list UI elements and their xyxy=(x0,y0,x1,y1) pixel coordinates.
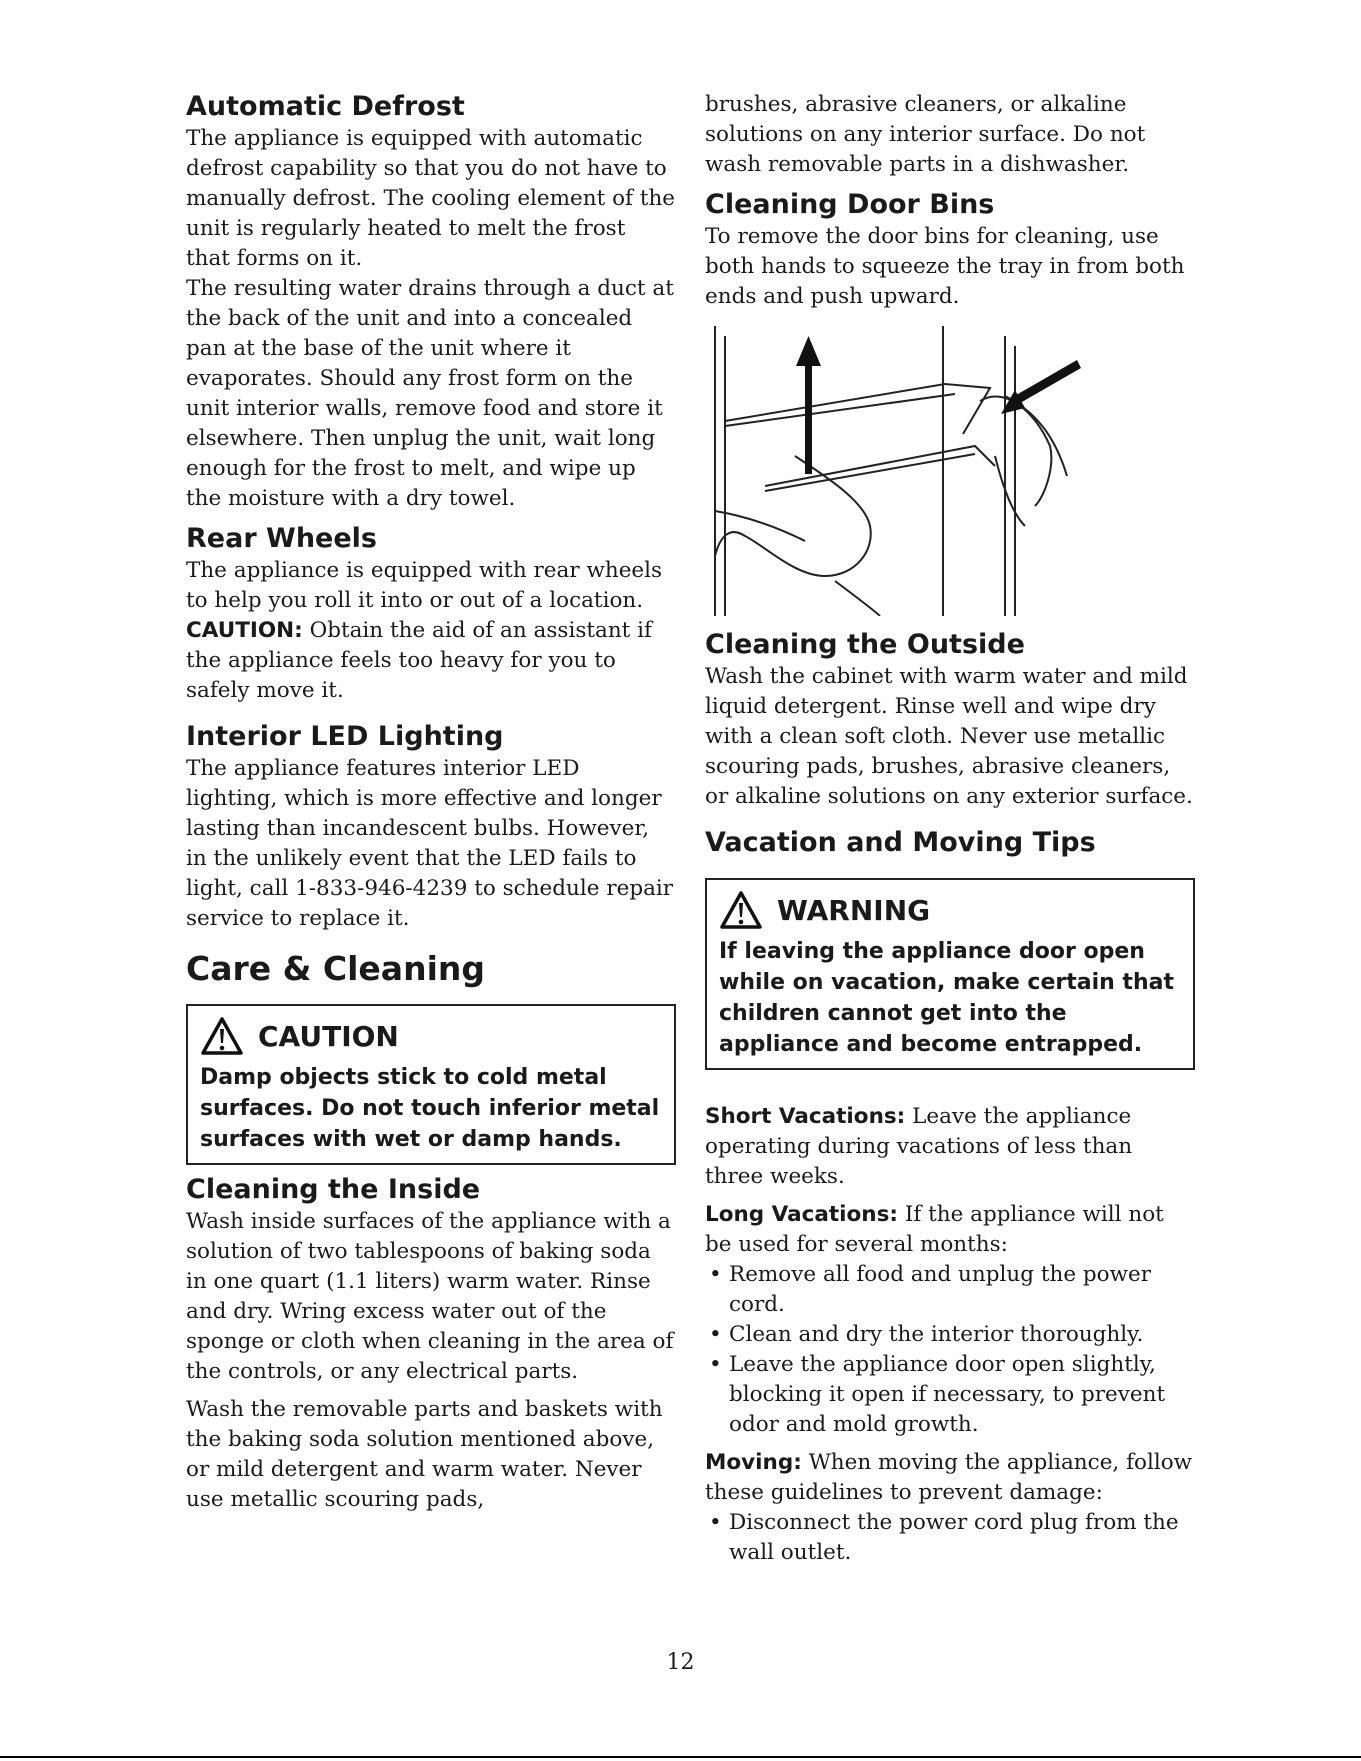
caution-label: CAUTION: xyxy=(186,618,303,643)
moving-label: Moving: xyxy=(705,1450,802,1475)
paragraph: The resulting water drains through a duct at the back of the unit and into a concealed pan at the base of the unit where it evaporates. Should any frost form on the unit interior walls, remove food and store it elsewhere. Then unplug the unit, wait long enough for the frost to melt, and wipe up the moisture with a dry towel. xyxy=(186,276,674,511)
long-vacations-text: If the appliance will not be used for several months: xyxy=(705,1202,1164,1257)
heading-vacation-moving: Vacation and Moving Tips xyxy=(705,827,1096,858)
warning-message: If leaving the appliance door open while on vacation, make certain that children cannot get into the appliance and become entrapped. xyxy=(719,939,1174,1057)
short-vacations-text: Leave the appliance operating during vacations of less than three weeks. xyxy=(705,1104,1133,1189)
caution-message: Damp objects stick to cold metal surfaces. Do not touch inferior metal surfaces with wet or damp hands. xyxy=(200,1065,660,1152)
section-door-bins xyxy=(705,188,1195,628)
section-vacation-moving xyxy=(705,826,1195,1568)
bottom-rule xyxy=(0,1756,1361,1758)
caution-title: CAUTION xyxy=(258,1019,399,1053)
long-vacations-list xyxy=(705,1260,1195,1440)
heading-rear-wheels: Rear Wheels xyxy=(186,523,377,554)
list-item: • Disconnect the power cord plug from the wall outlet. xyxy=(705,1508,1195,1568)
heading-cleaning-outside: Cleaning the Outside xyxy=(705,629,1025,660)
page-number: 12 xyxy=(666,1650,695,1675)
heading-interior-led: Interior LED Lighting xyxy=(186,721,504,752)
section-cleaning-outside xyxy=(705,628,1195,812)
list-item: • Leave the appliance door open slightly, blocking it open if necessary, to prevent odor and mold growth. xyxy=(705,1350,1195,1440)
caution-box xyxy=(186,1004,676,1165)
section-care-cleaning xyxy=(186,948,676,1165)
paragraph: Wash the cabinet with warm water and mild liquid detergent. Rinse well and wipe dry with a clean soft cloth. Never use metallic scouring pads, brushes, abrasive cleaners, or alkaline solutions on any exterior surface. xyxy=(705,664,1193,809)
short-vacations-label: Short Vacations: xyxy=(705,1104,906,1129)
warning-triangle-icon xyxy=(200,1016,244,1056)
section-cleaning-inside xyxy=(186,1173,676,1515)
paragraph: Wash inside surfaces of the appliance with a solution of two tablespoons of baking soda in one quart (1.1 liters) warm water. Rinse and dry. Wring excess water out of the sponge or cloth when cleaning in the area of the controls, or any electrical parts. xyxy=(186,1209,674,1384)
moving-text: When moving the appliance, follow these guidelines to prevent damage: xyxy=(705,1450,1193,1505)
list-item: • Remove all food and unplug the power cord. xyxy=(705,1260,1195,1320)
heading-cleaning-inside: Cleaning the Inside xyxy=(186,1174,481,1205)
paragraph: To remove the door bins for cleaning, use both hands to squeeze the tray in from both ends and push upward. xyxy=(705,224,1185,309)
warning-title: WARNING xyxy=(777,893,931,927)
moving-paragraph xyxy=(705,1448,1195,1508)
paragraph: The appliance is equipped with automatic defrost capability so that you do not have to manually defrost. The cooling element of the unit is regularly heated to melt the frost that forms on it. xyxy=(186,126,676,271)
moving-list xyxy=(705,1508,1195,1568)
warning-triangle-icon xyxy=(719,890,763,930)
paragraph: The appliance features interior LED lighting, which is more effective and longer lasting than incandescent bulbs. However, in the unlikely event that the LED fails to light, call 1-833-946-4239 to schedule repair service to replace it. xyxy=(186,756,674,931)
caution-header xyxy=(200,1016,662,1056)
short-vacations-paragraph xyxy=(705,1102,1195,1192)
heading-care-cleaning: Care & Cleaning xyxy=(186,949,485,988)
list-item: • Clean and dry the interior thoroughly. xyxy=(705,1320,1195,1350)
paragraph: The appliance is equipped with rear wheels to help you roll it into or out of a location. xyxy=(186,558,663,613)
caution-paragraph xyxy=(186,616,676,706)
section-interior-led xyxy=(186,720,676,934)
right-column xyxy=(705,90,1195,1568)
warning-box xyxy=(705,878,1195,1070)
heading-door-bins: Cleaning Door Bins xyxy=(705,189,995,220)
paragraph-continued: brushes, abrasive cleaners, or alkaline solutions on any interior surface. Do not wash removable parts in a dishwasher. xyxy=(705,92,1146,177)
section-rear-wheels xyxy=(186,522,676,706)
long-vacations-label: Long Vacations: xyxy=(705,1202,898,1227)
paragraph: Wash the removable parts and baskets with the baking soda solution mentioned above, or mild detergent and warm water. Never use metallic scouring pads, xyxy=(186,1397,663,1512)
long-vacations-paragraph xyxy=(705,1200,1195,1260)
heading-automatic-defrost: Automatic Defrost xyxy=(186,91,465,122)
left-column xyxy=(186,90,676,1515)
caution-text: Obtain the aid of an assistant if the appliance feels too heavy for you to safely move it. xyxy=(186,618,652,703)
warning-header xyxy=(719,890,1181,930)
section-automatic-defrost xyxy=(186,90,676,514)
door-bin-illustration xyxy=(705,326,1105,616)
